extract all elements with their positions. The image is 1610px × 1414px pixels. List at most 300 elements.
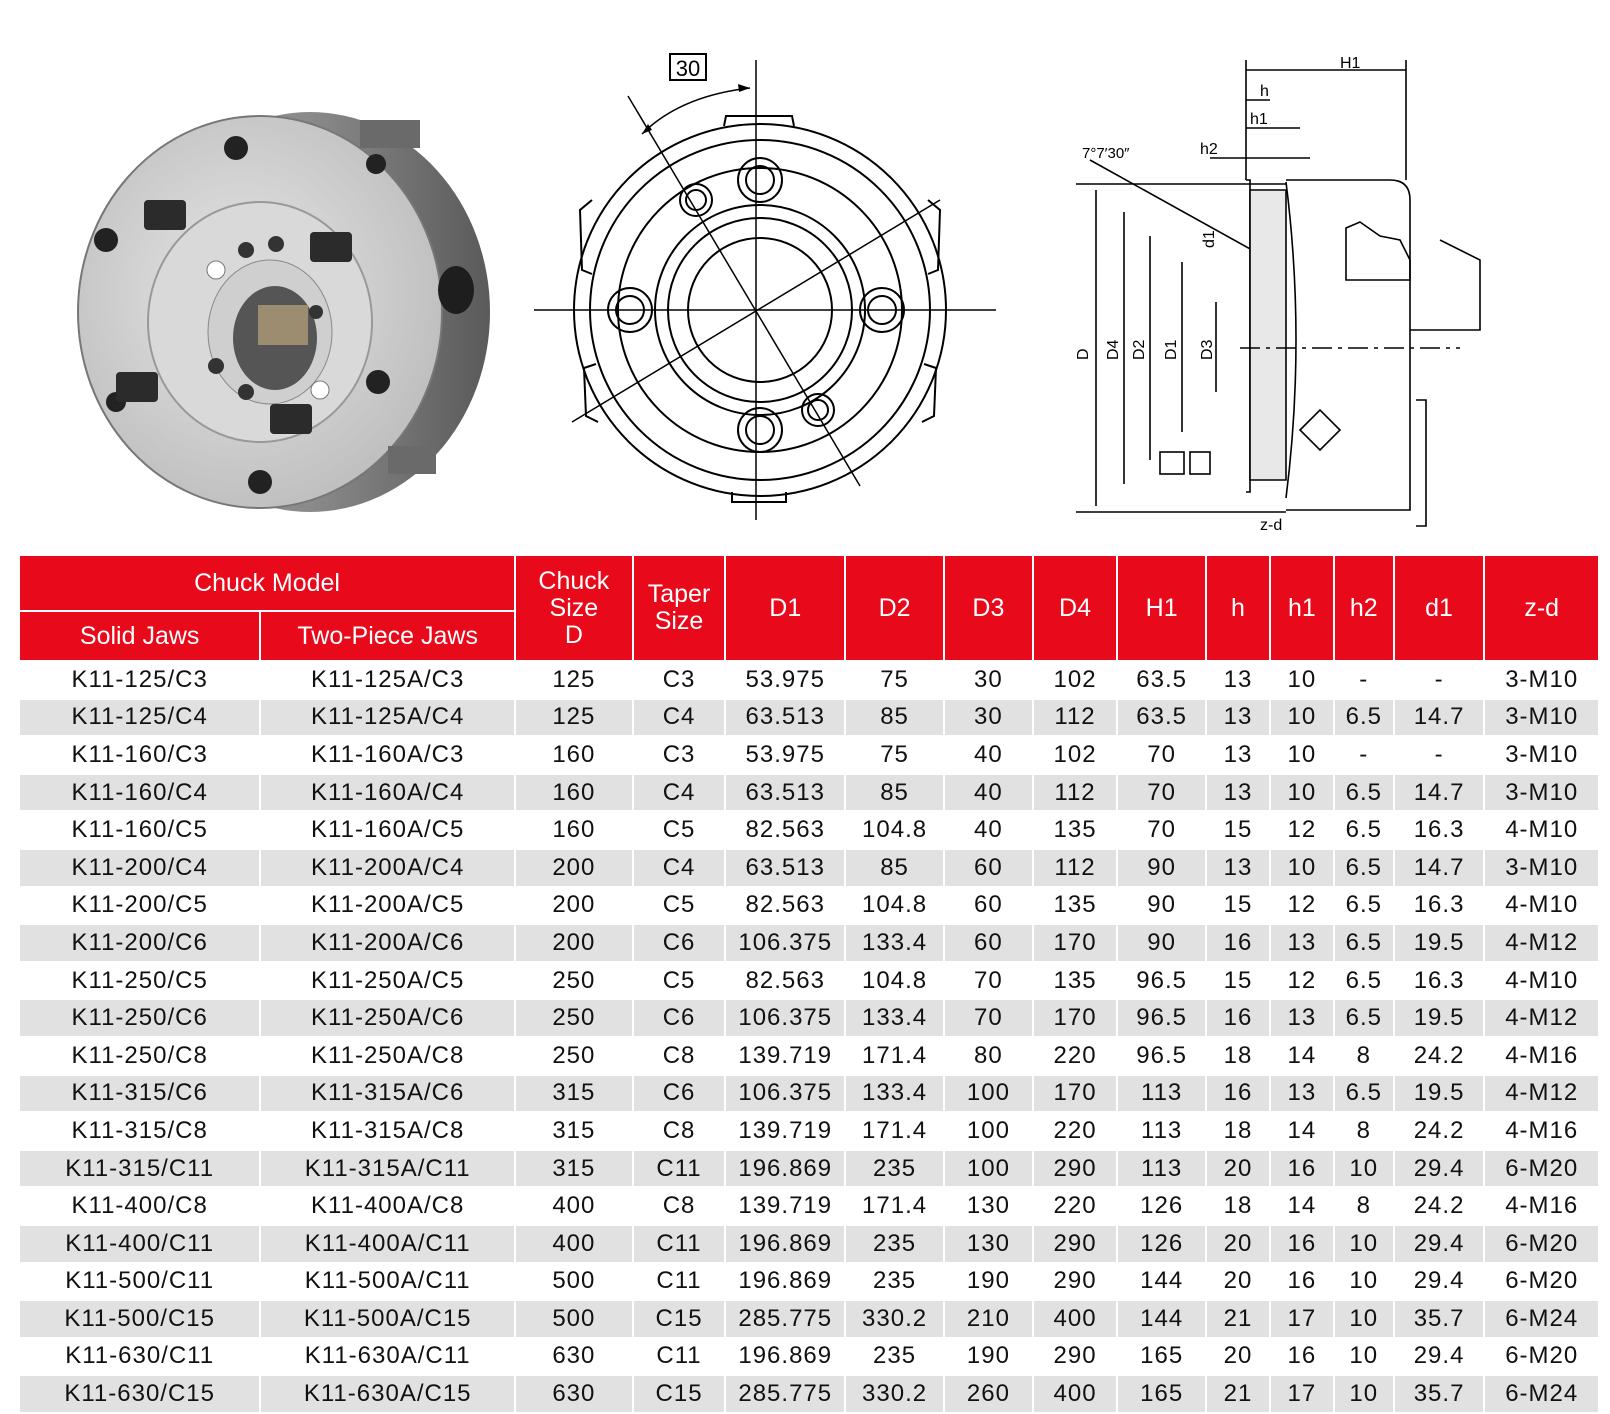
table-cell: 96.5 [1117,1037,1206,1075]
table-cell: 10 [1270,661,1334,699]
table-cell: 135 [1033,962,1118,1000]
header-D3: D3 [944,555,1033,661]
dim-D1: D1 [1163,339,1180,360]
table-cell: 85 [845,699,944,737]
header-zd: z-d [1484,555,1599,661]
table-cell: 100 [944,1112,1033,1150]
table-cell: 400 [1033,1300,1118,1338]
chuck-product-image [70,100,500,520]
table-cell: 200 [515,887,633,925]
table-cell: C15 [633,1375,726,1413]
table-cell: 16.3 [1394,811,1485,849]
table-cell: 6.5 [1334,774,1394,812]
table-cell: K11-500A/C15 [260,1300,515,1338]
table-cell: K11-400A/C11 [260,1225,515,1263]
table-cell: 4-M16 [1484,1112,1599,1150]
table-cell: 96.5 [1117,999,1206,1037]
table-cell: 8 [1334,1112,1394,1150]
table-cell: 13 [1206,661,1270,699]
table-row [19,1225,1599,1263]
table-cell: 17 [1270,1375,1334,1413]
table-cell: K11-160/C4 [19,774,260,812]
table-row [19,1375,1599,1413]
table-cell: 19.5 [1394,1075,1485,1113]
table-cell: C5 [633,962,726,1000]
table-cell: K11-250A/C6 [260,999,515,1037]
table-cell: 3-M10 [1484,849,1599,887]
table-cell: 6-M24 [1484,1375,1599,1413]
table-cell: C15 [633,1300,726,1338]
table-cell: 160 [515,736,633,774]
table-cell: 20 [1206,1263,1270,1301]
table-cell: 250 [515,1037,633,1075]
table-cell: 13 [1206,774,1270,812]
table-cell: K11-200A/C4 [260,849,515,887]
table-cell: 60 [944,924,1033,962]
table-cell: C11 [633,1150,726,1188]
table-cell: 190 [944,1263,1033,1301]
header-solid-jaws: Solid Jaws [19,611,260,661]
table-cell: 235 [845,1338,944,1376]
table-cell: K11-250/C8 [19,1037,260,1075]
table-cell: 144 [1117,1300,1206,1338]
table-cell: 13 [1270,1075,1334,1113]
table-cell: 82.563 [725,811,845,849]
table-cell: 70 [1117,811,1206,849]
table-cell: 6.5 [1334,849,1394,887]
table-cell: 70 [1117,774,1206,812]
dim-zd: z-d [1260,517,1283,534]
header-H1: H1 [1117,555,1206,661]
table-cell: 171.4 [845,1187,944,1225]
header-d1: d1 [1394,555,1485,661]
table-cell: 235 [845,1150,944,1188]
table-cell: 170 [1033,999,1118,1037]
dim-D3: D3 [1199,339,1216,360]
figures-area [0,0,1610,550]
table-cell: 10 [1334,1338,1394,1376]
table-cell: 290 [1033,1263,1118,1301]
table-cell: 70 [944,962,1033,1000]
table-cell: 100 [944,1075,1033,1113]
table-row [19,1300,1599,1338]
dim-d1: d1 [1201,230,1218,248]
table-cell: 260 [944,1375,1033,1413]
table-cell: 10 [1334,1225,1394,1263]
table-cell: 90 [1117,924,1206,962]
table-cell: K11-400/C8 [19,1187,260,1225]
table-cell: K11-200/C4 [19,849,260,887]
table-cell: 4-M16 [1484,1037,1599,1075]
table-cell: 135 [1033,887,1118,925]
table-cell: 10 [1270,699,1334,737]
table-cell: C11 [633,1263,726,1301]
table-cell: 235 [845,1263,944,1301]
table-cell: 14 [1270,1112,1334,1150]
table-cell: 133.4 [845,1075,944,1113]
table-cell: 85 [845,849,944,887]
table-cell: C4 [633,849,726,887]
table-cell: 210 [944,1300,1033,1338]
table-cell: 60 [944,887,1033,925]
table-cell: 126 [1117,1187,1206,1225]
table-cell: 196.869 [725,1263,845,1301]
table-cell: 10 [1334,1263,1394,1301]
table-cell: 8 [1334,1187,1394,1225]
table-cell: 16 [1270,1338,1334,1376]
table-cell: 6.5 [1334,887,1394,925]
header-h2: h2 [1334,555,1394,661]
table-cell: 14 [1270,1187,1334,1225]
table-cell: 6-M20 [1484,1225,1599,1263]
table-cell: 29.4 [1394,1150,1485,1188]
table-cell: 171.4 [845,1112,944,1150]
table-cell: 130 [944,1187,1033,1225]
table-cell: 20 [1206,1338,1270,1376]
front-view-drawing [520,30,1020,530]
table-cell: K11-315A/C11 [260,1150,515,1188]
table-cell: C6 [633,1075,726,1113]
table-cell: 400 [515,1187,633,1225]
spec-table [18,554,1600,1414]
table-cell: 106.375 [725,999,845,1037]
table-cell: K11-160A/C4 [260,774,515,812]
table-cell: 40 [944,774,1033,812]
table-cell: 6.5 [1334,1075,1394,1113]
table-cell: K11-250/C5 [19,962,260,1000]
table-cell: 196.869 [725,1150,845,1188]
table-cell: 70 [944,999,1033,1037]
header-D1: D1 [725,555,845,661]
dim-D4: D4 [1105,339,1122,360]
header-taper-size: Taper Size [633,555,726,661]
table-cell: 10 [1270,774,1334,812]
table-cell: K11-315/C6 [19,1075,260,1113]
table-cell: 113 [1117,1075,1206,1113]
dim-D2: D2 [1131,339,1148,360]
table-cell: 16 [1206,1075,1270,1113]
table-cell: 4-M10 [1484,962,1599,1000]
table-cell: 30 [944,699,1033,737]
section-angle: 7°7′30″ [1082,145,1130,162]
table-row [19,774,1599,812]
table-cell: 63.5 [1117,661,1206,699]
table-cell: 171.4 [845,1037,944,1075]
table-cell: 40 [944,811,1033,849]
table-cell: K11-200A/C5 [260,887,515,925]
table-cell: 190 [944,1338,1033,1376]
table-cell: 112 [1033,849,1118,887]
table-cell: C5 [633,811,726,849]
table-cell: 135 [1033,811,1118,849]
table-cell: 315 [515,1150,633,1188]
table-cell: K11-250A/C5 [260,962,515,1000]
table-cell: 75 [845,661,944,699]
table-cell: 126 [1117,1225,1206,1263]
table-row [19,699,1599,737]
table-cell: 13 [1206,736,1270,774]
table-cell: - [1334,736,1394,774]
table-cell: 630 [515,1338,633,1376]
table-cell: C11 [633,1338,726,1376]
table-cell: 13 [1206,699,1270,737]
table-cell: 112 [1033,699,1118,737]
table-cell: K11-160A/C3 [260,736,515,774]
table-cell: 12 [1270,962,1334,1000]
table-cell: K11-400/C11 [19,1225,260,1263]
table-cell: 8 [1334,1037,1394,1075]
table-cell: K11-125/C3 [19,661,260,699]
table-cell: 13 [1206,849,1270,887]
table-cell: 29.4 [1394,1225,1485,1263]
table-row [19,661,1599,699]
table-cell: 400 [515,1225,633,1263]
table-cell: 21 [1206,1300,1270,1338]
table-cell: 10 [1334,1375,1394,1413]
table-cell: 18 [1206,1112,1270,1150]
table-cell: 4-M12 [1484,1075,1599,1113]
table-cell: 200 [515,849,633,887]
table-cell: 4-M10 [1484,887,1599,925]
table-cell: 630 [515,1375,633,1413]
table-cell: 160 [515,774,633,812]
table-row [19,924,1599,962]
table-cell: 220 [1033,1112,1118,1150]
dim-H1: H1 [1340,55,1361,72]
table-cell: 104.8 [845,811,944,849]
table-cell: 170 [1033,924,1118,962]
table-cell: 90 [1117,849,1206,887]
table-cell: 16.3 [1394,962,1485,1000]
table-cell: 14.7 [1394,849,1485,887]
table-cell: K11-630A/C15 [260,1375,515,1413]
table-cell: 125 [515,699,633,737]
table-cell: 290 [1033,1338,1118,1376]
table-cell: 70 [1117,736,1206,774]
table-cell: 6-M24 [1484,1300,1599,1338]
table-cell: 220 [1033,1037,1118,1075]
table-cell: 4-M16 [1484,1187,1599,1225]
table-cell: 6.5 [1334,999,1394,1037]
table-cell: 15 [1206,962,1270,1000]
table-cell: K11-125A/C4 [260,699,515,737]
table-cell: 82.563 [725,887,845,925]
table-cell: 16 [1206,924,1270,962]
table-cell: 106.375 [725,924,845,962]
table-row [19,1037,1599,1075]
angle-label: 30 [675,56,701,81]
table-cell: - [1394,736,1485,774]
table-cell: 139.719 [725,1037,845,1075]
table-cell: 19.5 [1394,999,1485,1037]
table-cell: K11-315/C11 [19,1150,260,1188]
table-cell: C6 [633,999,726,1037]
table-cell: 20 [1206,1150,1270,1188]
table-row [19,1338,1599,1376]
table-cell: 290 [1033,1225,1118,1263]
table-cell: 19.5 [1394,924,1485,962]
table-cell: 40 [944,736,1033,774]
table-cell: K11-125A/C3 [260,661,515,699]
table-cell: 106.375 [725,1075,845,1113]
table-cell: 24.2 [1394,1187,1485,1225]
table-cell: 4-M10 [1484,811,1599,849]
table-cell: 24.2 [1394,1037,1485,1075]
table-cell: 285.775 [725,1375,845,1413]
table-cell: C6 [633,924,726,962]
table-cell: 35.7 [1394,1375,1485,1413]
table-cell: 290 [1033,1150,1118,1188]
table-cell: 220 [1033,1187,1118,1225]
table-cell: 330.2 [845,1375,944,1413]
table-cell: 10 [1334,1150,1394,1188]
table-row [19,1112,1599,1150]
table-cell: 29.4 [1394,1338,1485,1376]
header-chuck-size: Chuck Size D [515,555,633,661]
table-cell: 12 [1270,887,1334,925]
table-cell: 63.513 [725,699,845,737]
table-cell: 85 [845,774,944,812]
table-cell: C8 [633,1187,726,1225]
table-cell: 500 [515,1300,633,1338]
table-cell: 13 [1270,999,1334,1037]
header-D4: D4 [1033,555,1118,661]
table-cell: K11-200/C6 [19,924,260,962]
table-cell: 35.7 [1394,1300,1485,1338]
table-cell: 75 [845,736,944,774]
table-cell: 196.869 [725,1338,845,1376]
table-cell: 16 [1270,1263,1334,1301]
table-cell: 315 [515,1112,633,1150]
table-cell: K11-400A/C8 [260,1187,515,1225]
table-cell: 104.8 [845,887,944,925]
table-cell: 24.2 [1394,1112,1485,1150]
table-cell: 125 [515,661,633,699]
table-cell: 29.4 [1394,1263,1485,1301]
table-cell: 6.5 [1334,699,1394,737]
table-cell: 6-M20 [1484,1338,1599,1376]
table-cell: 82.563 [725,962,845,1000]
table-cell: 18 [1206,1037,1270,1075]
table-row [19,1187,1599,1225]
header-D2: D2 [845,555,944,661]
table-cell: 133.4 [845,924,944,962]
table-cell: 139.719 [725,1187,845,1225]
table-cell: 102 [1033,661,1118,699]
table-cell: 133.4 [845,999,944,1037]
table-cell: 6.5 [1334,962,1394,1000]
table-cell: C8 [633,1112,726,1150]
table-cell: 12 [1270,811,1334,849]
table-cell: 4-M12 [1484,999,1599,1037]
table-cell: 90 [1117,887,1206,925]
table-cell: 16 [1270,1225,1334,1263]
table-cell: K11-500A/C11 [260,1263,515,1301]
table-cell: 63.513 [725,774,845,812]
table-cell: 20 [1206,1225,1270,1263]
table-cell: K11-160A/C5 [260,811,515,849]
table-cell: K11-315A/C6 [260,1075,515,1113]
table-cell: 13 [1270,924,1334,962]
table-cell: K11-315A/C8 [260,1112,515,1150]
table-cell: C3 [633,736,726,774]
table-cell: - [1394,661,1485,699]
table-cell: 6-M20 [1484,1150,1599,1188]
table-cell: - [1334,661,1394,699]
header-h1: h1 [1270,555,1334,661]
table-row [19,1263,1599,1301]
table-cell: C4 [633,774,726,812]
table-cell: K11-500/C11 [19,1263,260,1301]
dim-D: D [1075,348,1092,360]
table-cell: 250 [515,999,633,1037]
table-row [19,736,1599,774]
table-row [19,849,1599,887]
table-row [19,999,1599,1037]
section-view-drawing [1060,40,1550,540]
table-cell: 3-M10 [1484,699,1599,737]
table-cell: 104.8 [845,962,944,1000]
table-cell: 63.513 [725,849,845,887]
table-row [19,962,1599,1000]
table-cell: K11-125/C4 [19,699,260,737]
table-cell: 250 [515,962,633,1000]
table-cell: 14.7 [1394,774,1485,812]
table-cell: 112 [1033,774,1118,812]
table-cell: 330.2 [845,1300,944,1338]
table-cell: 235 [845,1225,944,1263]
table-cell: 10 [1270,736,1334,774]
table-cell: 113 [1117,1112,1206,1150]
table-cell: 4-M12 [1484,924,1599,962]
table-cell: 10 [1334,1300,1394,1338]
table-cell: K11-315/C8 [19,1112,260,1150]
table-cell: K11-250/C6 [19,999,260,1037]
table-cell: C11 [633,1225,726,1263]
table-cell: 63.5 [1117,699,1206,737]
table-cell: 30 [944,661,1033,699]
table-cell: C3 [633,661,726,699]
table-cell: 18 [1206,1187,1270,1225]
table-cell: 144 [1117,1263,1206,1301]
table-cell: 60 [944,849,1033,887]
table-cell: K11-500/C15 [19,1300,260,1338]
table-cell: 10 [1270,849,1334,887]
table-cell: 16 [1270,1150,1334,1188]
table-cell: 6.5 [1334,924,1394,962]
table-cell: 315 [515,1075,633,1113]
table-cell: K11-250A/C8 [260,1037,515,1075]
table-row [19,1075,1599,1113]
table-cell: K11-630/C11 [19,1338,260,1376]
table-cell: 500 [515,1263,633,1301]
table-row [19,887,1599,925]
table-cell: 16.3 [1394,887,1485,925]
table-cell: 160 [515,811,633,849]
table-cell: K11-630A/C11 [260,1338,515,1376]
table-cell: 6.5 [1334,811,1394,849]
table-cell: 165 [1117,1375,1206,1413]
table-cell: 17 [1270,1300,1334,1338]
dim-h1: h1 [1250,111,1268,128]
table-cell: 53.975 [725,661,845,699]
header-h: h [1206,555,1270,661]
table-cell: 16 [1206,999,1270,1037]
table-cell: K11-630/C15 [19,1375,260,1413]
table-cell: 400 [1033,1375,1118,1413]
table-cell: 170 [1033,1075,1118,1113]
table-cell: 196.869 [725,1225,845,1263]
